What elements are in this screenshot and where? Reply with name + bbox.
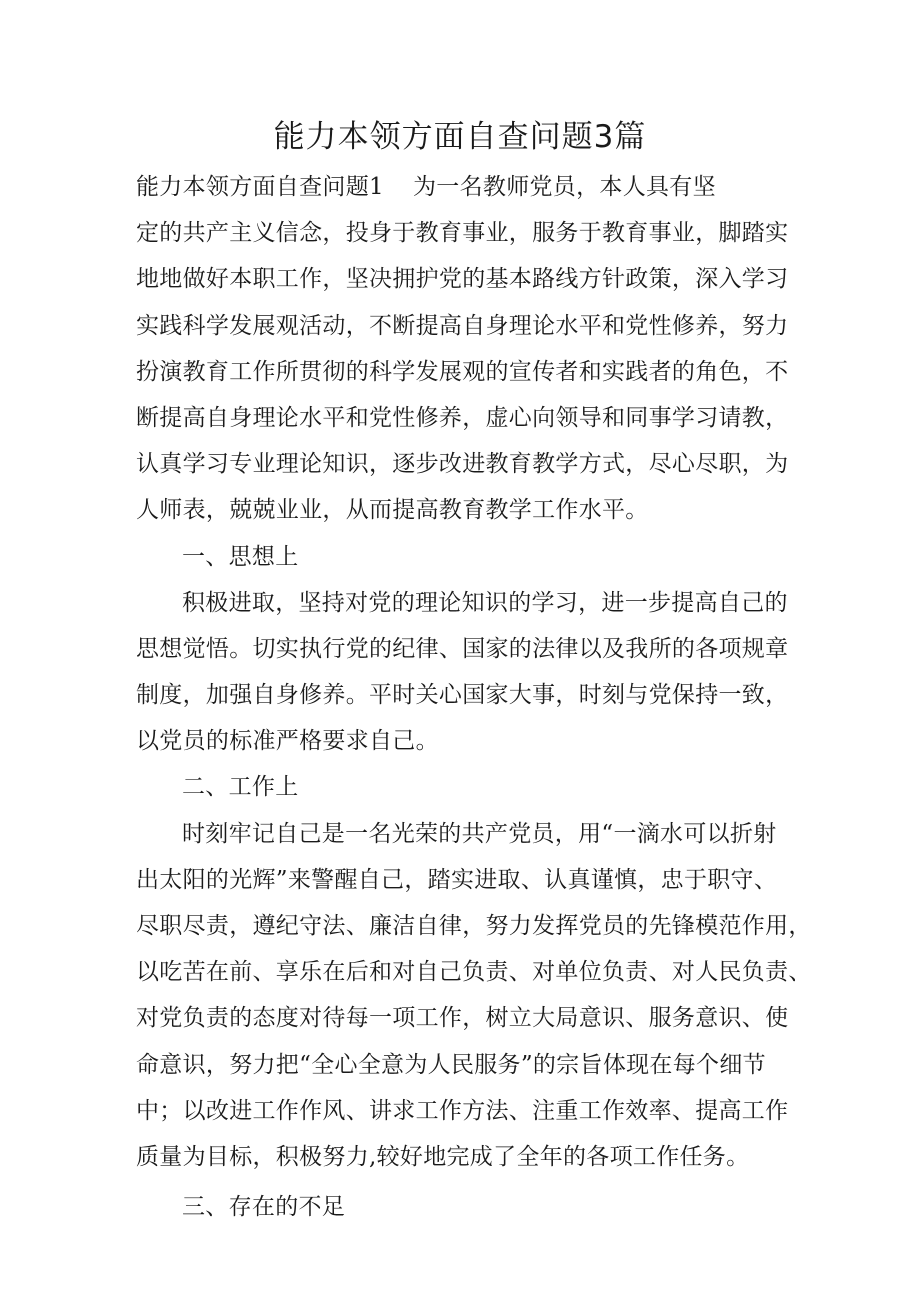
- section-heading: 二、工作上: [182, 774, 299, 801]
- document-body: [136, 164, 812, 1230]
- paragraph-line: 中；以改进工作作风、讲求工作方法、注重工作效率、提高工作: [136, 1097, 789, 1124]
- paragraph-line: 认真学习专业理论知识，逐步改进教育教学方式，尽心尽职，为: [136, 451, 789, 478]
- section-heading: 一、思想上: [182, 543, 299, 570]
- paragraph-line: 积极进取，坚持对党的理论知识的学习，进一步提高自己的: [182, 589, 788, 616]
- section-label: 能力本领方面自查问题1: [136, 174, 384, 200]
- paragraph-line: 制度，加强自身修养。平时关心国家大事，时刻与党保持一致，: [136, 682, 789, 709]
- first-line: [136, 164, 802, 210]
- paragraph-line: 时刻牢记自己是一名光荣的共产党员，用“一滴水可以折射: [182, 820, 777, 847]
- paragraph-line: 以党员的标准严格要求自己。: [136, 728, 439, 755]
- paragraph-line: 出太阳的光辉”来警醒自己，踏实进取、认真谨慎，忠于职守、: [136, 866, 778, 893]
- paragraph-line: 以吃苦在前、享乐在后和对自己负责、对单位负责、对人民负责、: [136, 959, 812, 986]
- first-line-text: 为一名教师党员，本人具有坚: [413, 174, 716, 200]
- document-title: 能力本领方面自查问题3篇: [273, 119, 647, 155]
- paragraph-line: 实践科学发展观活动，不断提高自身理论水平和党性修养，努力: [136, 312, 789, 339]
- paragraph-line: 扮演教育工作所贯彻的科学发展观的宣传者和实践者的角色，不: [136, 358, 789, 385]
- paragraph-line: 命意识，努力把“全心全意为人民服务”的宗旨体现在每个细节: [136, 1051, 766, 1078]
- paragraph-line: 思想觉悟。切实执行党的纪律、国家的法律以及我所的各项规章: [136, 635, 789, 662]
- paragraph-line: 尽职尽责，遵纪守法、廉洁自律，努力发挥党员的先锋模范作用，: [136, 913, 812, 939]
- section-heading: 三、存在的不足: [182, 1194, 346, 1221]
- paragraph-line: 断提高自身理论水平和党性修养，虚心向领导和同事学习请教，: [136, 404, 789, 431]
- paragraph-line: 定的共产主义信念，投身于教育事业，服务于教育事业，脚踏实: [136, 220, 789, 247]
- paragraph-line: 对党负责的态度对待每一项工作，树立大局意识、服务意识、使: [136, 1005, 789, 1032]
- paragraph-line: 质量为目标，积极努力,较好地完成了全年的各项工作任务。: [136, 1143, 750, 1170]
- paragraph-line: 地地做好本职工作，坚决拥护党的基本路线方针政策，深入学习: [136, 266, 789, 293]
- paragraph-line: 人师表，兢兢业业，从而提高教育教学工作水平。: [136, 497, 649, 524]
